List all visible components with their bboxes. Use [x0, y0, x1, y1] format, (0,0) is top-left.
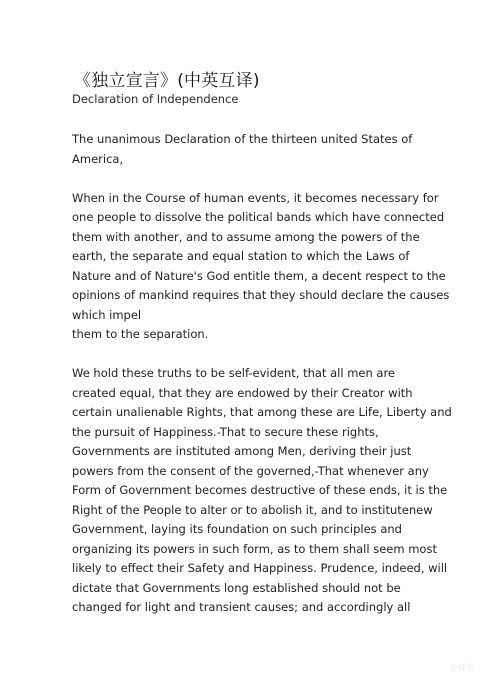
- text-line: Right of the People to alter or to abolish it, and to institutenew: [72, 502, 433, 517]
- text-line: the pursuit of Happiness.-That to secure these rights,: [72, 424, 379, 439]
- text-line: When in the Course of human events, it becomes necessary for: [72, 190, 439, 205]
- text-line: certain unalienable Rights, that among these are Life, Liberty and: [72, 405, 452, 419]
- watermark-logo: 小红书: [450, 663, 474, 672]
- text-line: America,: [72, 151, 124, 166]
- text-line: earth, the separate and equal station to which the Laws of: [72, 249, 410, 263]
- document-body: [72, 130, 452, 637]
- text-line: Governments are instituted among Men, deriving their just: [72, 444, 412, 458]
- text-line: them with another, and to assume among the powers of the: [72, 229, 420, 244]
- text-line: Nature and of Nature's God entitle them, a decent respect to the: [72, 268, 446, 283]
- text-line: created equal, that they are endowed by their Creator with: [72, 385, 413, 400]
- document-title: 《独立宣言》(中英互译): [74, 71, 260, 91]
- text-line: them to the separation.: [72, 327, 209, 341]
- paragraph-course-of-events: [72, 189, 450, 345]
- text-line: powers from the consent of the governed,-That whenever any: [72, 463, 429, 478]
- paragraph-self-evident-truths: [72, 364, 452, 618]
- text-line: organizing its powers in such form, as to them shall seem most: [72, 541, 437, 556]
- text-line: changed for light and transient causes; and accordingly all: [72, 600, 411, 614]
- text-line: Form of Government becomes destructive of these ends, it is the: [72, 483, 448, 497]
- text-line: dictate that Governments long established should not be: [72, 580, 401, 595]
- text-line: opinions of mankind requires that they should declare the causes: [72, 288, 450, 302]
- document-subtitle: Declaration of Independence: [72, 92, 239, 106]
- text-line: likely to effect their Safety and Happiness. Prudence, indeed, will: [72, 561, 448, 575]
- text-line: which impel: [72, 307, 142, 322]
- text-line: The unanimous Declaration of the thirteen united States of: [72, 132, 413, 146]
- text-line: one people to dissolve the political bands which have connected: [72, 210, 445, 224]
- text-line: We hold these truths to be self-evident, that all men are: [72, 366, 396, 380]
- text-line: Government, laying its foundation on such principles and: [72, 522, 402, 536]
- paragraph-preamble: [72, 130, 413, 169]
